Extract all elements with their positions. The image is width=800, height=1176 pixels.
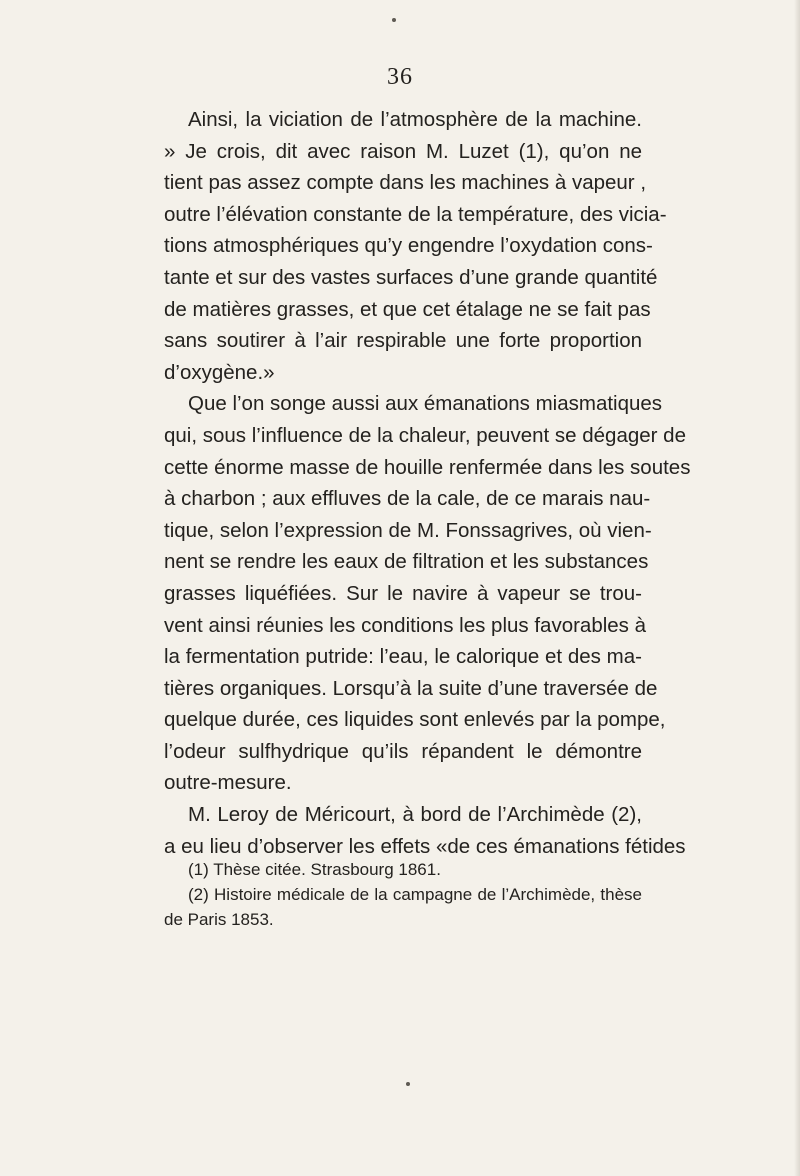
text-line: nent se rendre les eaux de filtration et les substances: [164, 550, 649, 574]
text-line: grasses liquéfiées. Sur le navire à vapeur se trou-: [164, 581, 642, 605]
text-line: quelque durée, ces liquides sont enlevés par la pompe,: [164, 708, 666, 732]
text-line: cette énorme masse de houille renfermée dans les soutes: [164, 455, 691, 479]
text-line: » Je crois, dit avec raison M. Luzet (1), qu’on ne: [164, 139, 642, 163]
text-line: M. Leroy de Méricourt, à bord de l’Archimède (2),: [188, 803, 642, 827]
text-line: la fermentation putride: l’eau, le calorique et des ma-: [164, 645, 642, 669]
text-line: tique, selon l’expression de M. Fonssagrives, où vien-: [164, 518, 652, 542]
text-line: sans soutirer à l’air respirable une forte proportion: [164, 329, 642, 353]
text-line: Ainsi, la viciation de l’atmosphère de la machine.: [188, 108, 642, 131]
paper-speck: [406, 1082, 410, 1086]
page-edge-shadow: [794, 0, 800, 1176]
text-line: tions atmosphériques qu’y engendre l’oxydation cons-: [164, 234, 653, 258]
text-line: vent ainsi réunies les conditions les plus favorables à: [164, 613, 647, 637]
text-line: d’oxygène.»: [164, 360, 275, 384]
footnote: de Paris 1853.: [164, 910, 274, 929]
text-line: tante et sur des vastes surfaces d’une grande quantité: [164, 265, 658, 289]
footnotes: [164, 857, 642, 932]
footnote: (2) Histoire médicale de la campagne de l’Archimède, thèse: [188, 885, 642, 904]
text-line: qui, sous l’influence de la chaleur, peuvent se dégager de: [164, 423, 686, 447]
text-line: Que l’on songe aussi aux émanations miasmatiques: [188, 392, 663, 416]
text-line: à charbon ; aux effluves de la cale, de ce marais nau-: [164, 487, 651, 511]
text-line: tières organiques. Lorsqu’à la suite d’une traversée de: [164, 676, 658, 700]
paper-speck: [392, 18, 396, 22]
text-line: l’odeur sulfhydrique qu’ils répandent le démontre: [164, 739, 642, 763]
body-text: [164, 104, 691, 862]
text-line: outre-mesure.: [164, 771, 292, 795]
footnote: (1) Thèse citée. Strasbourg 1861.: [188, 860, 441, 879]
page-number: 36: [387, 64, 413, 90]
text-line: a eu lieu d’observer les effets «de ces émanations fétides: [164, 834, 686, 858]
text-line: tient pas assez compte dans les machines à vapeur ,: [164, 171, 647, 195]
text-line: de matières grasses, et que cet étalage ne se fait pas: [164, 297, 651, 321]
text-line: outre l’élévation constante de la température, des vicia-: [164, 202, 667, 226]
